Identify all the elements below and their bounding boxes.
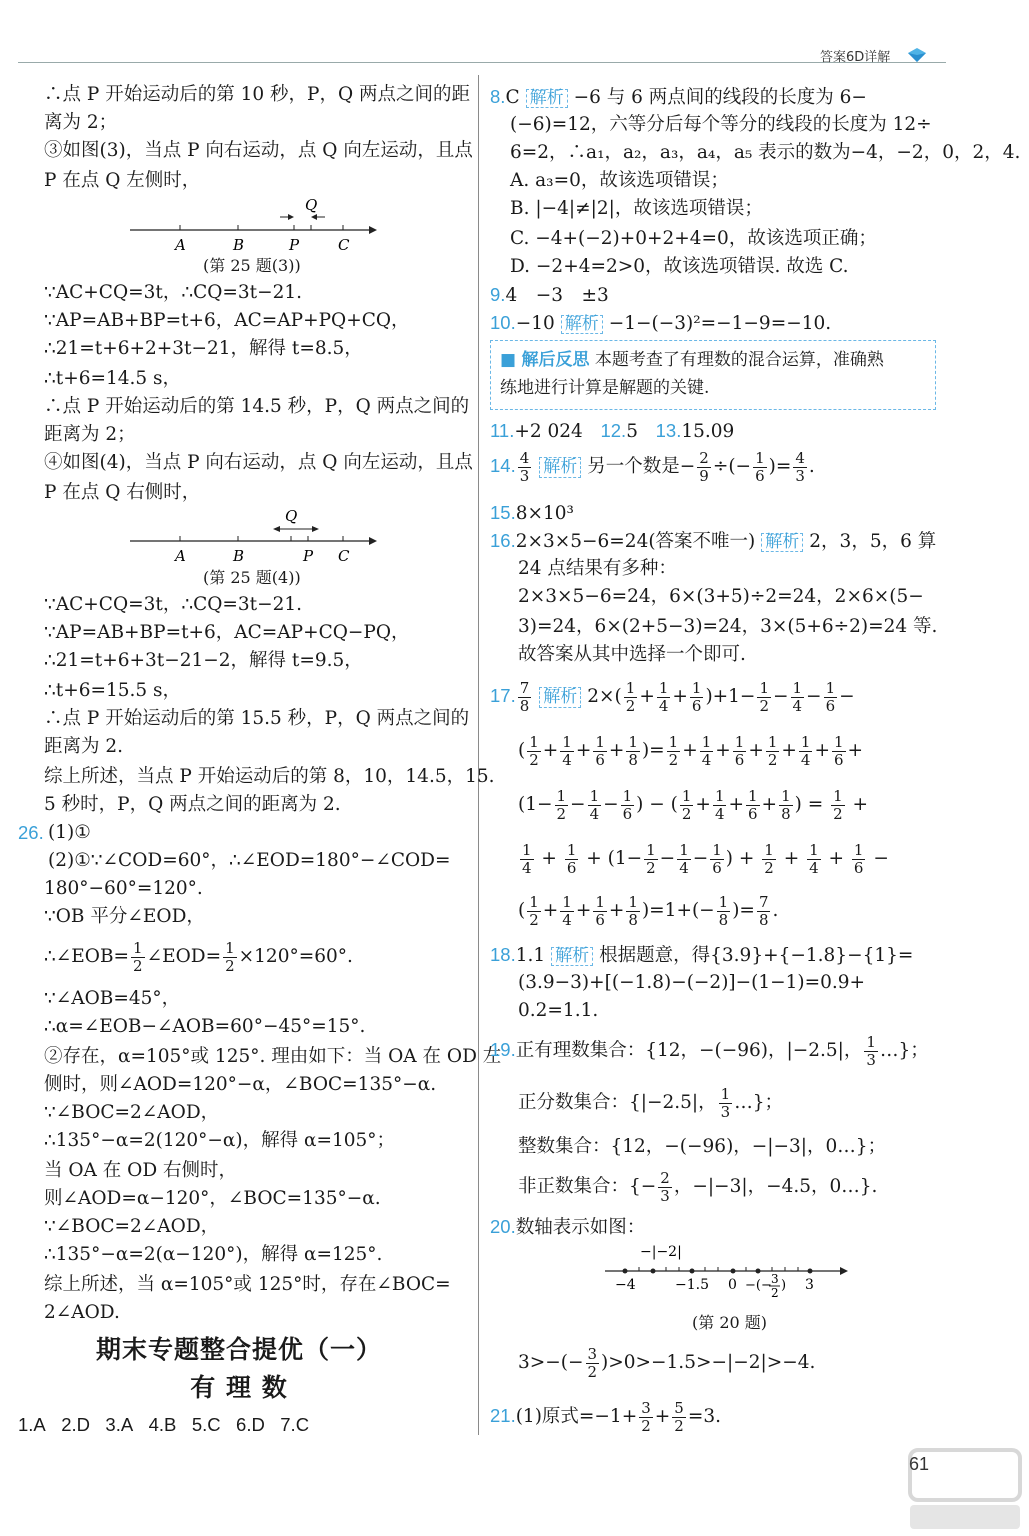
text-line: 5 秒时，P，Q 两点之间的距离为 2. — [44, 794, 341, 815]
figure-caption: (第 25 题(4)) — [203, 568, 301, 587]
q20-line: 20.数轴表示如图： — [490, 1216, 646, 1238]
q11-13-line: 11.+2 024 12.5 13.15.09 — [490, 420, 735, 442]
text-line: ∴点 P 开始运动后的第 10 秒，P，Q 两点之间的距 — [44, 84, 471, 105]
q16-line: 16.2×3×5−6=24(答案不唯一) 解析 2，3，5，6 算 — [490, 530, 937, 552]
text-line: A. a₃=0，故该选项错误； — [510, 170, 729, 191]
text-line: (2)①∵∠COD=60°，∴∠EOD=180°−∠COD= — [48, 850, 451, 871]
q17-line-5: ( $\frac{1}{2}$ + $\frac{1}{4}$ + $\frac{1}{6}$ + $\frac{1}{8}$ )=1+(− $\frac{1}{8}$ )= $\frac{7}{8}$ . — [518, 893, 779, 929]
text-line: 0.2=1.1. — [518, 1000, 599, 1021]
tick-neg1-5: −1.5 — [675, 1277, 709, 1293]
text-line: ∴点 P 开始运动后的第 14.5 秒，P，Q 两点之间的 — [44, 396, 470, 417]
text-line: (−6)=12，六等分后每个等分的线段的长度为 12÷ — [510, 114, 932, 135]
text-line: 2∠AOD. — [44, 1302, 120, 1323]
label-q: Q — [305, 196, 318, 214]
text-line: ∴t+6=15.5 s， — [44, 680, 182, 701]
figure-caption: (第 20 题) — [692, 1313, 768, 1332]
page-number: 61 — [909, 1454, 930, 1474]
text-line: ∵AP=AB+BP=t+6，AC=AP+PQ+CQ， — [44, 310, 410, 331]
q14-line: 14. $\frac{4}{3}$ 解析 另一个数是− $\frac{2}{9}$ ÷(− $\frac{1}{6}$ )= $\frac{4}{3}$ . — [490, 449, 815, 485]
figure-25-3 — [125, 192, 385, 254]
text-line: 则∠AOD=α−120°，∠BOC=135°−α. — [44, 1188, 381, 1209]
text-line: 3)=24，6×(2+5−3)=24，3×(5+6÷2)=24 等. — [518, 616, 938, 637]
text-line: 距离为 2； — [44, 424, 136, 445]
text-line: 2×3×5−6=24，6×(3+5)÷2=24，2×6×(5− — [518, 586, 924, 607]
text-line: 综上所述，当 α=105°或 125°时，存在∠BOC= — [44, 1274, 451, 1295]
text-line: ∵∠BOC=2∠AOD， — [44, 1216, 220, 1237]
text-line: P 在点 Q 右侧时， — [44, 482, 201, 503]
tick-0: 0 — [728, 1277, 737, 1293]
text-line: ∴21=t+6+3t−21−2，解得 t=9.5， — [44, 650, 363, 671]
text-line: 综上所述，当点 P 开始运动后的第 8，10，14.5，15. — [44, 766, 495, 787]
label-a: A — [175, 236, 186, 254]
text-line: ②存在，α=105°或 125°. 理由如下：当 OA 在 OD 左 — [44, 1046, 502, 1067]
label-b: B — [233, 547, 245, 565]
text-line: ∴135°−α=2(120°−α)，解得 α=105°； — [44, 1130, 396, 1151]
q19-line-3: 整数集合：{12，−(−96)，−|−3|，0…}； — [518, 1136, 887, 1157]
text-line: 6=2，∴a₁，a₂，a₃，a₄，a₅ 表示的数为−4，−2，0，2，4. — [510, 142, 1021, 163]
figure-20-numberline — [600, 1238, 860, 1310]
text-line: ∵AP=AB+BP=t+6，AC=AP+CQ−PQ， — [44, 622, 410, 643]
header-rule — [18, 62, 946, 63]
label-c: C — [338, 547, 350, 565]
q21-line: 21.(1)原式=−1+ $\frac{3}{2}$ + $\frac{5}{2}$ =3. — [490, 1399, 721, 1435]
text-line: ∴t+6=14.5 s， — [44, 368, 182, 389]
q20-answer: 3>−(− $\frac{3}{2}$ )>0>−1.5>−|−2|>−4. — [518, 1345, 816, 1381]
text-line: ∵OB 平分∠EOD， — [44, 906, 205, 927]
text-line: (3.9−3)+[(−1.8)−(−2)]−(1−1)=0.9+ — [518, 972, 866, 993]
label-b: B — [233, 236, 245, 254]
reflection-line: 练地进行计算是解题的关键. — [500, 378, 710, 398]
q10-line: 10.−10 解析 −1−(−3)²=−1−9=−10. — [490, 312, 832, 334]
text-line: ∵∠AOB=45°， — [44, 988, 181, 1009]
q8-line: 8.C 解析 −6 与 6 两点间的线段的长度为 6− — [490, 86, 867, 108]
text-line: C. −4+(−2)+0+2+4=0，故该选项正确； — [510, 228, 877, 249]
figure-caption: (第 25 题(3)) — [203, 256, 301, 275]
text-line: ∴α=∠EOB−∠AOB=60°−45°=15°. — [44, 1016, 366, 1037]
reflection-line: ■ 解后反思 本题考查了有理数的混合运算，准确熟 — [500, 350, 884, 370]
text-line: ④如图(4)，当点 P 向右运动，点 Q 向左运动，且点 — [44, 452, 473, 473]
q19-line-1: 19.正有理数集合：{12，−(−96)，|−2.5|， $\frac{1}{3}$ …}； — [490, 1033, 929, 1069]
tick-neg4: −4 — [615, 1277, 636, 1293]
svg-text:): ) — [781, 1278, 787, 1293]
section-subtitle: 有 理 数 — [190, 1373, 288, 1402]
q17-line-3: (1− $\frac{1}{2}$ − $\frac{1}{4}$ − $\frac{1}{6}$ ) − ( $\frac{1}{2}$ + $\frac{1}{4}$ + $\frac{1}{6}$ + $\frac{1}{8}$ ) = $\frac{1}{2}$ + — [518, 787, 869, 823]
text-line: ∴21=t+6+2+3t−21，解得 t=8.5， — [44, 338, 363, 359]
label-a: A — [175, 547, 186, 565]
text-line: D. −2+4=2>0，故该选项错误. 故选 C. — [510, 256, 849, 277]
q9-line: 9.4 −3 ±3 — [490, 284, 609, 306]
header-title: 答案6D详解 — [820, 50, 891, 65]
text-line: ∴135°−α=2(α−120°)，解得 α=125°. — [44, 1244, 383, 1265]
svg-text:2: 2 — [771, 1286, 779, 1300]
text-line: ∵∠BOC=2∠AOD， — [44, 1102, 220, 1123]
label-p: P — [303, 547, 314, 565]
text-line: ∵AC+CQ=3t，∴CQ=3t−21. — [44, 282, 303, 303]
text-line: P 在点 Q 左侧时， — [44, 170, 201, 191]
text-line: 当 OA 在 OD 右侧时， — [44, 1160, 238, 1181]
text-line: 24 点结果有多种： — [518, 558, 677, 579]
column-divider — [478, 75, 479, 1435]
text-line: 故答案从其中选择一个即可. — [518, 644, 746, 665]
section-title: 期末专题整合提优（一） — [95, 1335, 382, 1364]
q17-line-4: $\frac{1}{4}$ + $\frac{1}{6}$ + (1− $\frac{1}{2}$ − $\frac{1}{4}$ − $\frac{1}{6}$ ) + $\frac{1}{2}$ + $\frac{1}{4}$ + $\frac{1}{6}$ − — [522, 841, 889, 877]
text-line: ∴∠EOB= $\frac{1}{2}$ ∠EOD= $\frac{1}{2}$ ×120°=60°. — [44, 939, 353, 975]
svg-text:−(−: −(− — [745, 1278, 772, 1293]
label-q: Q — [285, 507, 298, 525]
q18-line: 18.1.1 解析 根据题意，得{3.9}+{−1.8}−{1}= — [490, 944, 914, 966]
text-line: (1)① — [48, 822, 91, 843]
text-line: 距离为 2. — [44, 736, 124, 757]
q19-line-2: 正分数集合：{|−2.5|， $\frac{1}{3}$ …}； — [518, 1085, 783, 1121]
label-c: C — [338, 236, 350, 254]
text-line: ∴点 P 开始运动后的第 15.5 秒，P，Q 两点之间的 — [44, 708, 470, 729]
text-line: 离为 2； — [44, 112, 118, 133]
text-line: ③如图(3)，当点 P 向右运动，点 Q 向左运动，且点 — [44, 140, 473, 161]
q15-line: 15.8×10³ — [490, 502, 574, 524]
choice-answers: 1.A 2.D 3.A 4.B 5.C 6.D 7.C — [18, 1414, 310, 1435]
label-p: P — [289, 236, 300, 254]
diamond-logo-icon — [906, 47, 928, 63]
tick-3: 3 — [805, 1277, 814, 1293]
svg-text:3: 3 — [771, 1272, 779, 1286]
q17-line-2: ( $\frac{1}{2}$ + $\frac{1}{4}$ + $\frac{1}{6}$ + $\frac{1}{8}$ )= $\frac{1}{2}$ + $\frac{1}{4}$ + $\frac{1}{6}$ + $\frac{1}{2}$ + $\frac{1}{4}$ + $\frac{1}{6}$ + — [518, 733, 864, 769]
text-line: 180°−60°=120°. — [44, 878, 203, 899]
text-line: ∵AC+CQ=3t，∴CQ=3t−21. — [44, 594, 303, 615]
text-line: B. |−4|≠|2|，故该选项错误； — [510, 198, 763, 219]
q17-line-1: 17. $\frac{7}{8}$ 解析 2×( $\frac{1}{2}$ + $\frac{1}{4}$ + $\frac{1}{6}$ )+1− $\frac{1}{2}$ − $\frac{1}{4}$ − $\frac{1}{6}$ − — [490, 679, 855, 715]
watermark-logo-icon — [905, 1445, 1025, 1533]
label-neg-abs-2: −|−2| — [640, 1244, 682, 1260]
figure-25-4 — [125, 505, 385, 567]
q19-line-4: 非正数集合：{− $\frac{2}{3}$ ，−|−3|，−4.5，0…}. — [518, 1169, 878, 1205]
text-line: 侧时，则∠AOD=120°−α，∠BOC=135°−α. — [44, 1074, 437, 1095]
question-number: 26. — [18, 822, 44, 843]
